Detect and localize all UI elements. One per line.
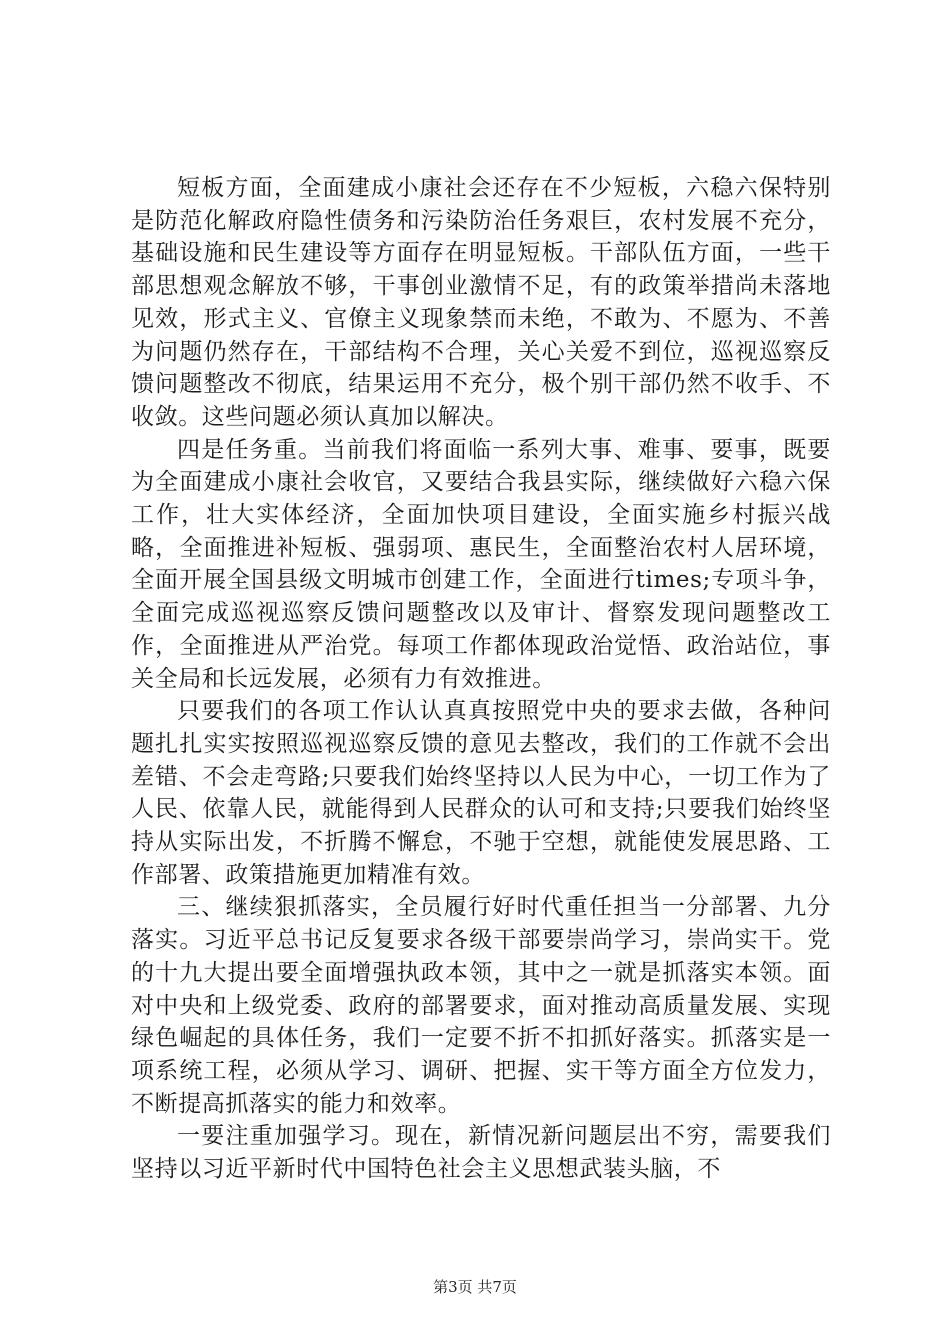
paragraph-implementation: 三、继续狠抓落实，全员履行好时代重任担当一分部署、九分落实。习近平总书记反复要求各级干部要崇尚学习，崇尚实干。党的十九大提出要全面增强执政本领，其中之一就是抓落实本领。面对中央和上级党委、政府的部署要求，面对推动高质量发展、实现绿色崛起的具体任务，我们一定要不折不扣抓好落实。抓落实是一项系统工程，必须从学习、调研、把握、实干等方面全方位发力，不断提高抓落实的能力和效率。	[131, 894, 831, 1117]
paragraph-shortcomings: 短板方面，全面建成小康社会还存在不少短板，六稳六保特别是防范化解政府隐性债务和污染防治任务艰巨，农村发展不充分，基础设施和民生建设等方面存在明显短板。干部队伍方面，一些干部思想观念解放不够，干事创业激情不足，有的政策举措尚未落地见效，形式主义、官僚主义现象禁而未绝，不敢为、不愿为、不善为问题仍然存在，干部结构不合理，关心关爱不到位，巡视巡察反馈问题整改不彻底，结果运用不充分，极个别干部仍然不收手、不收敛。这些问题必须认真加以解决。	[131, 175, 831, 430]
paragraph-study: 一要注重加强学习。现在，新情况新问题层出不穷，需要我们坚持以习近平新时代中国特色社会主义思想武装头脑，不	[131, 1123, 831, 1183]
paragraph-heavy-tasks: 四是任务重。当前我们将面临一系列大事、难事、要事，既要为全面建成小康社会收官，又要结合我县实际，继续做好六稳六保工作，壮大实体经济，全面加快项目建设，全面实施乡村振兴战略，全面推进补短板、强弱项、惠民生，全面整治农村人居环境，全面开展全国县级文明城市创建工作，全面进行times;专项斗争，全面完成巡视巡察反馈问题整改以及审计、督察发现问题整改工作，全面推进从严治党。每项工作都体现政治觉悟、政治站位，事关全局和长远发展，必须有力有效推进。	[131, 436, 831, 692]
body-text	[131, 172, 831, 1186]
page-number-footer: 第3页 共7页	[433, 1278, 517, 1296]
paragraph-as-long-as: 只要我们的各项工作认认真真按照党中央的要求去做，各种问题扎扎实实按照巡视巡察反馈的意见去整改，我们的工作就不会出差错、不会走弯路;只要我们始终坚持以人民为中心，一切工作为了人民、依靠人民，就能得到人民群众的认可和支持;只要我们始终坚持从实际出发，不折腾不懈怠，不驰于空想，就能使发展思路、工作部署、政策措施更加精准有效。	[131, 698, 831, 888]
